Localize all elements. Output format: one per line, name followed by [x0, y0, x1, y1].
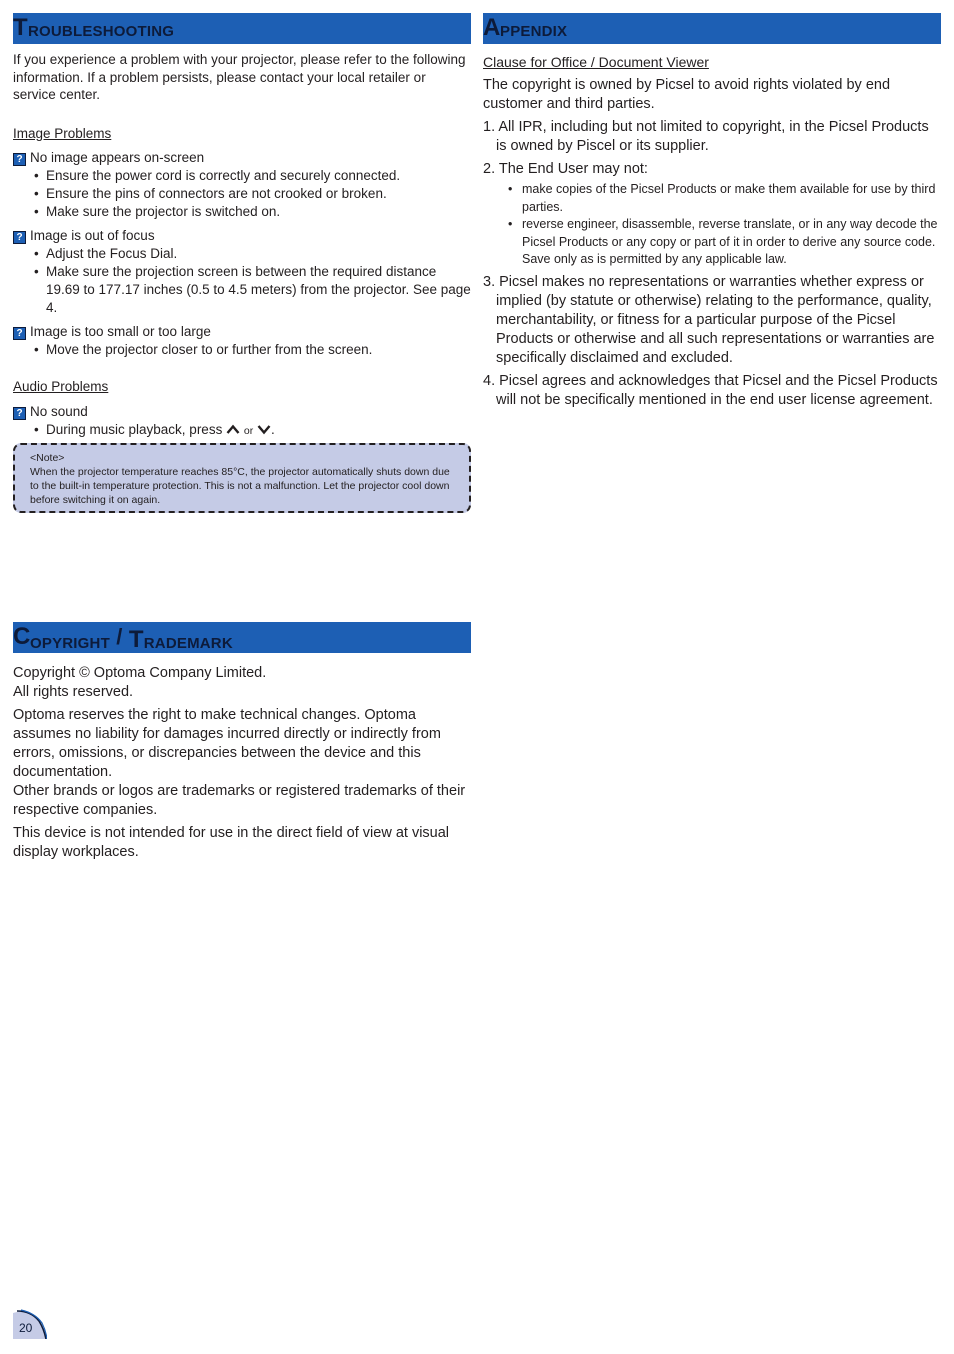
trademark-title-word: RADEMARK: [143, 635, 233, 652]
right-column: [483, 13, 941, 410]
clause-heading: Clause for Office / Document Viewer: [483, 54, 709, 70]
copyright-body: [13, 664, 471, 862]
question-size: [13, 323, 471, 341]
copyright-line-1: Copyright © Optoma Company Limited.: [13, 665, 267, 681]
trademark-title-cap: T: [128, 626, 144, 653]
list-item-or: or: [243, 424, 254, 437]
list-item: [483, 160, 941, 269]
troubleshooting-intro: If you experience a problem with your projector, please refer to the following information. If a problem persists, please contact your local retailer or service center.: [13, 52, 466, 102]
note-text: When the projector temperature reaches 85°C, the projector automatically shuts down due to the built-in temperature protection. This is not a malfunction. Let the projector cool down before switching it on again.: [30, 466, 450, 506]
page-number-tab: [13, 1309, 47, 1339]
note-box: [13, 443, 471, 513]
copyright-title-separator: /: [109, 624, 129, 649]
list-item: 1. All IPR, including but not limited to copyright, in the Picsel Products is owned by Piscel or its supplier.: [483, 119, 929, 154]
copyright-paragraph-1: Optoma reserves the right to make technical changes. Optoma assumes no liability for damages incurred directly or indirectly from errors, omissions, or discrepancies between the device and this documentation.: [13, 707, 441, 780]
list-item: • Make sure the projection screen is between the required distance 19.69 to 177.17 inches (0.5 to 4.5 meters) from the projector. See page 4.: [13, 263, 471, 317]
copyright-title-word: OPYRIGHT: [30, 635, 110, 652]
question-mark-icon: ?: [13, 231, 26, 244]
page-number: 20: [19, 1321, 33, 1335]
sub-list: [496, 181, 941, 269]
copyright-title-cap: C: [13, 623, 31, 650]
list-item: • Adjust the Focus Dial.: [13, 245, 471, 263]
question-text: No image appears on-screen: [30, 150, 205, 165]
list-item: • Ensure the power cord is correctly and securely connected.: [13, 167, 471, 185]
no-image-list: [13, 167, 471, 221]
question-text: No sound: [30, 403, 88, 419]
note-label: <Note>: [30, 452, 65, 464]
left-column: [13, 13, 471, 860]
question-text: Image is too small or too large: [30, 324, 211, 339]
appendix-title-rest: PPENDIX: [500, 23, 568, 40]
chevron-down-icon: [257, 424, 271, 435]
question-mark-icon: ?: [13, 153, 26, 166]
appendix-list: [483, 118, 941, 410]
copyright-paragraph-3: This device is not intended for use in the direct field of view at visual display workplaces.: [13, 825, 450, 860]
question-mark-icon: ?: [13, 407, 26, 420]
question-text: Image is out of focus: [30, 228, 155, 243]
list-item-suffix: .: [270, 421, 275, 437]
sub-list-item: • make copies of the Picsel Products or make them available for use by third parties.: [496, 181, 941, 216]
image-problems-heading: Image Problems: [13, 125, 112, 141]
question-no-image: [13, 149, 471, 167]
troubleshooting-title-cap: T: [13, 14, 28, 41]
list-item: 3. Picsel makes no representations or warranties whether express or implied (by statute or otherwise) relating to the performance, quality, merchantability, or fitness for a particular purpose of the Picsel Products or otherwise and all such representations or warranties are specifically disclaimed and excluded.: [483, 273, 935, 366]
list-item-text: 2. The End User may not:: [483, 161, 648, 177]
question-out-of-focus: [13, 227, 471, 245]
troubleshooting-title-rest: ROUBLESHOOTING: [28, 23, 175, 40]
list-item: • Ensure the pins of connectors are not crooked or broken.: [13, 185, 471, 203]
question-no-sound: [13, 403, 471, 421]
chevron-up-icon: [226, 424, 240, 435]
audio-problems-heading: Audio Problems: [13, 379, 109, 394]
list-item: [13, 421, 471, 440]
copyright-header: [13, 622, 471, 653]
sub-list-item: • reverse engineer, disassemble, reverse translate, or in any way decode the Picsel Products or any copy or part of it in order to derive any source code. Save only as is permitted by any applicable law.: [496, 216, 941, 269]
appendix-title-cap: A: [483, 14, 501, 41]
appendix-intro: The copyright is owned by Picsel to avoid rights violated by end customer and third parties.: [483, 77, 891, 112]
out-of-focus-list: [13, 245, 471, 317]
size-list: [13, 341, 471, 359]
list-item: • Make sure the projector is switched on.: [13, 203, 471, 221]
copyright-line-2: All rights reserved.: [13, 684, 134, 700]
copyright-title-rest: [30, 624, 233, 653]
question-mark-icon: ?: [13, 327, 26, 340]
troubleshooting-header: [13, 13, 471, 44]
no-sound-list: [13, 421, 471, 440]
list-item-prefix: During music playback, press: [46, 421, 223, 437]
list-item: 4. Picsel agrees and acknowledges that Picsel and the Picsel Products will not be specifically mentioned in the end user license agreement.: [483, 372, 938, 408]
copyright-paragraph-2: Other brands or logos are trademarks or registered trademarks of their respective companies.: [13, 783, 466, 818]
appendix-header: [483, 13, 941, 44]
list-item: • Move the projector closer to or further from the screen.: [13, 341, 471, 359]
